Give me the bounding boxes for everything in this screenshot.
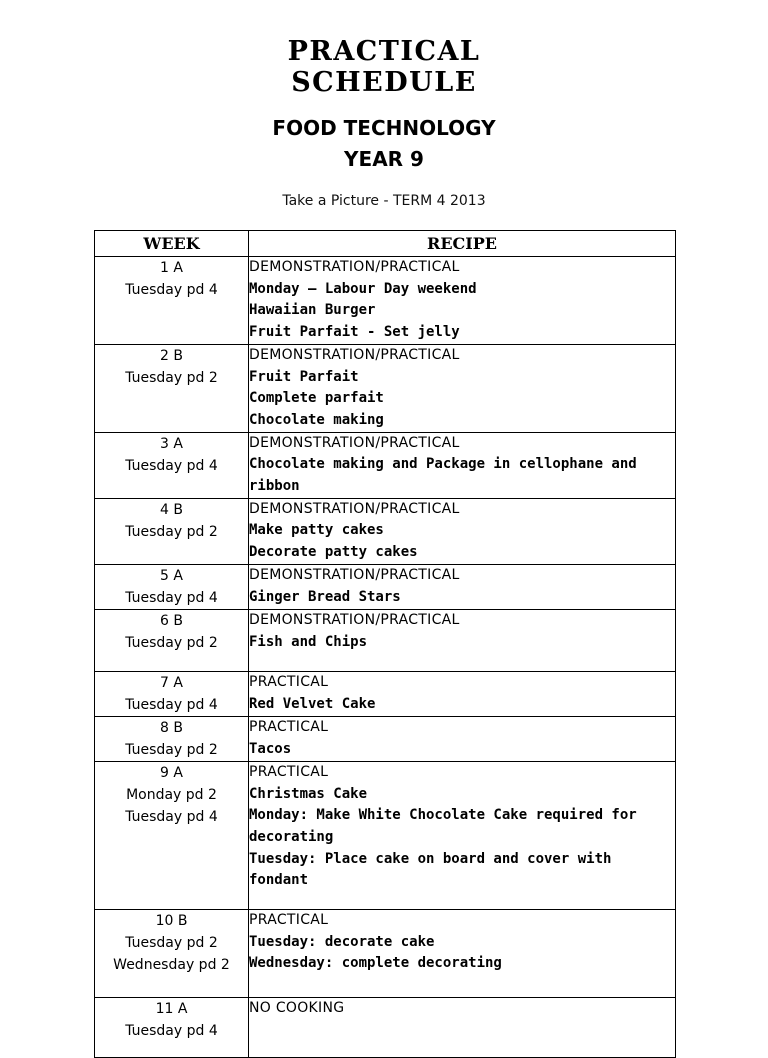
period-label: Wednesday pd 2 <box>113 956 230 973</box>
period-label: Tuesday pd 4 <box>125 1022 218 1039</box>
recipe-item: Tuesday: decorate cake <box>249 933 435 950</box>
week-label: 5 A <box>160 567 183 584</box>
table-row <box>95 909 676 997</box>
session-type: DEMONSTRATION/PRACTICAL <box>249 434 460 451</box>
week-label: 1 A <box>160 260 183 276</box>
recipe-cell <box>249 564 676 609</box>
week-label: 9 A <box>160 764 183 781</box>
week-cell <box>95 498 249 564</box>
recipe-item: Chocolate making <box>249 411 384 428</box>
period-label: Tuesday pd 2 <box>125 634 218 651</box>
week-column-header: WEEK <box>95 231 249 257</box>
title-line-1: PRACTICAL <box>287 36 481 67</box>
week-label: 8 B <box>160 719 183 736</box>
session-type: DEMONSTRATION/PRACTICAL <box>249 566 460 583</box>
week-cell <box>95 344 249 432</box>
week-label: 10 B <box>155 912 188 929</box>
session-type: DEMONSTRATION/PRACTICAL <box>249 500 460 517</box>
session-type: DEMONSTRATION/PRACTICAL <box>249 346 460 363</box>
period-label: Tuesday pd 2 <box>125 523 218 540</box>
subject-line-2: YEAR 9 <box>344 147 424 171</box>
period-label: Tuesday pd 4 <box>125 696 218 713</box>
table-row <box>95 257 676 345</box>
recipe-item: Wednesday: complete decorating <box>249 955 502 972</box>
period-label: Tuesday pd 2 <box>125 741 218 758</box>
recipe-cell <box>249 997 676 1057</box>
table-row <box>95 564 676 609</box>
recipe-cell <box>249 716 676 761</box>
recipe-item: Decorate patty cakes <box>249 544 418 561</box>
subject-line-1: FOOD TECHNOLOGY <box>272 116 496 140</box>
recipe-cell <box>249 761 676 909</box>
schedule-table <box>94 230 676 1058</box>
table-row <box>95 609 676 671</box>
session-type: PRACTICAL <box>249 911 329 928</box>
week-cell <box>95 609 249 671</box>
period-label: Tuesday pd 4 <box>125 808 218 825</box>
recipe-item: Complete parfait <box>249 390 384 407</box>
week-cell <box>95 257 249 345</box>
table-row <box>95 716 676 761</box>
recipe-cell <box>249 257 676 345</box>
recipe-item: Monday: Make White Chocolate Cake required for decorating <box>249 807 637 845</box>
table-row <box>95 498 676 564</box>
week-label: 4 B <box>160 501 183 518</box>
recipe-item: Fruit Parfait - Set jelly <box>249 324 460 341</box>
week-cell <box>95 997 249 1057</box>
recipe-item: Monday – Labour Day weekend <box>249 280 477 297</box>
session-type: PRACTICAL <box>249 718 329 735</box>
week-cell <box>95 909 249 997</box>
table-row <box>95 671 676 716</box>
week-cell <box>95 716 249 761</box>
recipe-column-header: RECIPE <box>249 231 676 257</box>
week-cell <box>95 564 249 609</box>
recipe-item: Ginger Bread Stars <box>249 588 401 605</box>
period-label: Tuesday pd 2 <box>125 369 218 386</box>
session-type: PRACTICAL <box>249 763 329 780</box>
recipe-item: Tuesday: Place cake on board and cover with fondant <box>249 850 612 889</box>
week-label: 6 B <box>160 612 183 629</box>
week-cell <box>95 432 249 498</box>
week-cell <box>95 671 249 716</box>
table-row <box>95 432 676 498</box>
recipe-item: Make patty cakes <box>249 522 384 539</box>
period-label: Monday pd 2 <box>126 786 217 803</box>
recipe-cell <box>249 609 676 671</box>
document-title <box>0 36 768 98</box>
session-type: DEMONSTRATION/PRACTICAL <box>249 259 460 275</box>
recipe-item: Chocolate making and Package in cellophane and ribbon <box>249 456 637 495</box>
week-label: 7 A <box>160 674 183 691</box>
recipe-item: Hawaiian Burger <box>249 302 376 319</box>
recipe-item: Fruit Parfait <box>249 368 359 385</box>
recipe-item: Christmas Cake <box>249 785 368 802</box>
subject-heading <box>0 113 768 175</box>
recipe-item: Tacos <box>249 740 292 757</box>
recipe-cell <box>249 344 676 432</box>
recipe-cell <box>249 671 676 716</box>
header-row <box>95 231 676 257</box>
table-row <box>95 761 676 909</box>
recipe-cell <box>249 498 676 564</box>
week-label: 2 B <box>160 347 183 364</box>
table-row <box>95 344 676 432</box>
title-line-2: SCHEDULE <box>291 67 477 98</box>
recipe-item: Fish and Chips <box>249 633 368 650</box>
period-label: Tuesday pd 4 <box>125 282 218 298</box>
period-label: Tuesday pd 4 <box>125 457 218 474</box>
session-type: DEMONSTRATION/PRACTICAL <box>249 611 460 628</box>
week-label: 3 A <box>160 435 183 452</box>
term-subtitle: Take a Picture - TERM 4 2013 <box>282 193 486 209</box>
week-label: 11 A <box>155 1000 188 1017</box>
period-label: Tuesday pd 2 <box>125 934 218 951</box>
recipe-cell <box>249 909 676 997</box>
table-row <box>95 997 676 1057</box>
recipe-cell <box>249 432 676 498</box>
recipe-item: Red Velvet Cake <box>249 695 376 712</box>
period-label: Tuesday pd 4 <box>125 589 218 606</box>
session-type: NO COOKING <box>249 999 345 1016</box>
week-cell <box>95 761 249 909</box>
session-type: PRACTICAL <box>249 673 329 690</box>
